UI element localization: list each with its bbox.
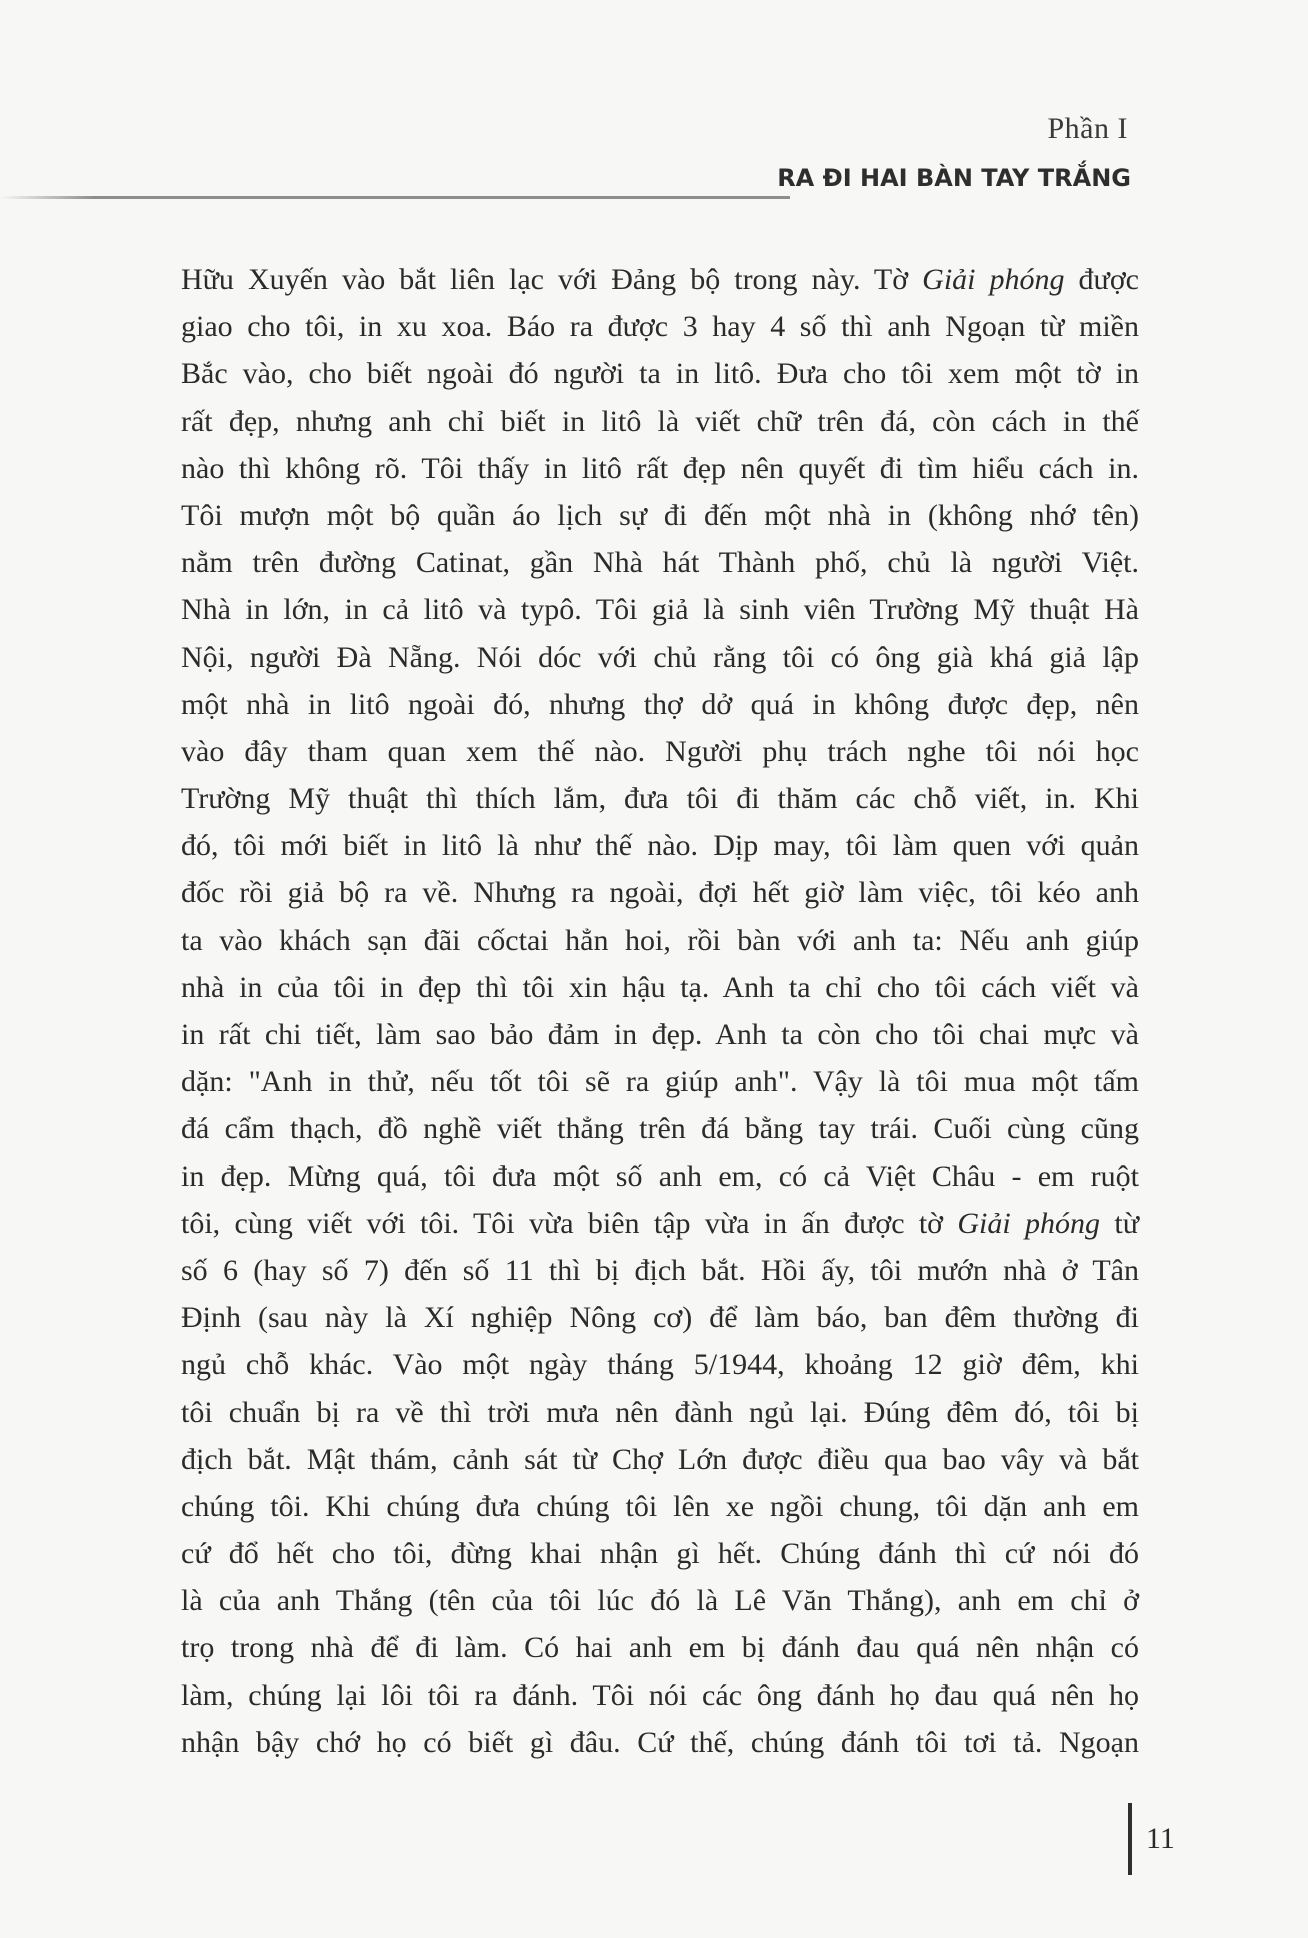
text-line: trọ trong nhà để đi làm. Có hai anh em bị đánh đau quá nên nhận có [181, 1631, 1139, 1665]
text-line: Định (sau này là Xí nghiệp Nông cơ) để làm báo, ban đêm thường đi [181, 1301, 1139, 1335]
text-line: Hữu Xuyến vào bắt liên lạc với Đảng bộ trong này. Tờ Giải phóng được [181, 263, 1139, 296]
text-line: Nhà in lớn, in cả litô và typô. Tôi giả là sinh viên Trường Mỹ thuật Hà [181, 593, 1139, 627]
text-line: Tôi mượn một bộ quần áo lịch sự đi đến một nhà in (không nhớ tên) [181, 498, 1139, 532]
text-line: in rất chi tiết, làm sao bảo đảm in đẹp. Anh ta còn cho tôi chai mực và [181, 1018, 1139, 1051]
text-line: cứ đổ hết cho tôi, đừng khai nhận gì hết. Chúng đánh thì cứ nói đó [181, 1537, 1139, 1571]
text-line: Nội, người Đà Nẵng. Nói dóc với chủ rằng tôi có ông già khá giả lập [181, 640, 1139, 674]
text-line: ngủ chỗ khác. Vào một ngày tháng 5/1944, khoảng 12 giờ đêm, khi [181, 1348, 1139, 1382]
text-line: làm, chúng lại lôi tôi ra đánh. Tôi nói các ông đánh họ đau quá nên họ [181, 1678, 1139, 1712]
text-line: nằm trên đường Catinat, gần Nhà hát Thành phố, chủ là người Việt. [181, 546, 1139, 580]
text-line: nào thì không rõ. Tôi thấy in litô rất đẹp nên quyết đi tìm hiểu cách in. [181, 451, 1139, 485]
text-line: ta vào khách sạn đãi cốctai hẳn hoi, rồi bàn với anh ta: Nếu anh giúp [181, 923, 1139, 957]
text-line: rất đẹp, nhưng anh chỉ biết in litô là viết chữ trên đá, còn cách in thế [181, 404, 1139, 438]
text-line: vào đây tham quan xem thế nào. Người phụ trách nghe tôi nói học [181, 734, 1139, 768]
text-line: giao cho tôi, in xu xoa. Báo ra được 3 hay 4 số thì anh Ngoạn từ miền [181, 310, 1139, 344]
chapter-title: RA ĐI HAI BÀN TAY TRẮNG [777, 164, 1131, 192]
page-number: 11 [1146, 1822, 1175, 1855]
page-number-bar [1128, 1803, 1132, 1875]
text-line: số 6 (hay số 7) đến số 11 thì bị địch bắt. Hồi ấy, tôi mướn nhà ở Tân [181, 1253, 1139, 1287]
text-line: dặn: "Anh in thử, nếu tốt tôi sẽ ra giúp anh". Vậy là tôi mua một tấm [181, 1065, 1139, 1099]
text-line: một nhà in litô ngoài đó, nhưng thợ dở quá in không được đẹp, nên [181, 687, 1139, 721]
text-line: chúng tôi. Khi chúng đưa chúng tôi lên xe ngồi chung, tôi dặn anh em [181, 1489, 1139, 1523]
text-line: nhà in của tôi in đẹp thì tôi xin hậu tạ. Anh ta chỉ cho tôi cách viết và [181, 970, 1139, 1004]
text-line: Bắc vào, cho biết ngoài đó người ta in litô. Đưa cho tôi xem một tờ in [181, 357, 1139, 391]
text-line: địch bắt. Mật thám, cảnh sát từ Chợ Lớn được điều qua bao vây và bắt [181, 1442, 1139, 1476]
part-label: Phần I [1047, 112, 1128, 145]
text-line: đốc rồi giả bộ ra về. Nhưng ra ngoài, đợi hết giờ làm việc, tôi kéo anh [181, 876, 1139, 910]
text-line: nhận bậy chớ họ có biết gì đâu. Cứ thế, chúng đánh tôi tơi tả. Ngoạn [181, 1725, 1139, 1759]
newspaper-name: Giải phóng [922, 263, 1065, 296]
text-line: Trường Mỹ thuật thì thích lắm, đưa tôi đi thăm các chỗ viết, in. Khi [181, 782, 1139, 816]
text-line: đó, tôi mới biết in litô là như thế nào. Dịp may, tôi làm quen với quản [181, 829, 1139, 863]
text-line: đá cẩm thạch, đồ nghề viết thẳng trên đá bằng tay trái. Cuối cùng cũng [181, 1112, 1139, 1146]
text-line: là của anh Thắng (tên của tôi lúc đó là Lê Văn Thắng), anh em chỉ ở [181, 1584, 1139, 1618]
text-line: tôi, cùng viết với tôi. Tôi vừa biên tập vừa in ấn được tờ Giải phóng từ [181, 1206, 1139, 1240]
text-line: tôi chuẩn bị ra về thì trời mưa nên đành ngủ lại. Đúng đêm đó, tôi bị [181, 1395, 1139, 1429]
text-line: in đẹp. Mừng quá, tôi đưa một số anh em, có cả Việt Châu - em ruột [181, 1159, 1139, 1193]
newspaper-name: Giải phóng [957, 1206, 1101, 1240]
page-number-block [1128, 1803, 1175, 1875]
body-text [181, 256, 1139, 1766]
header-divider [0, 196, 790, 199]
